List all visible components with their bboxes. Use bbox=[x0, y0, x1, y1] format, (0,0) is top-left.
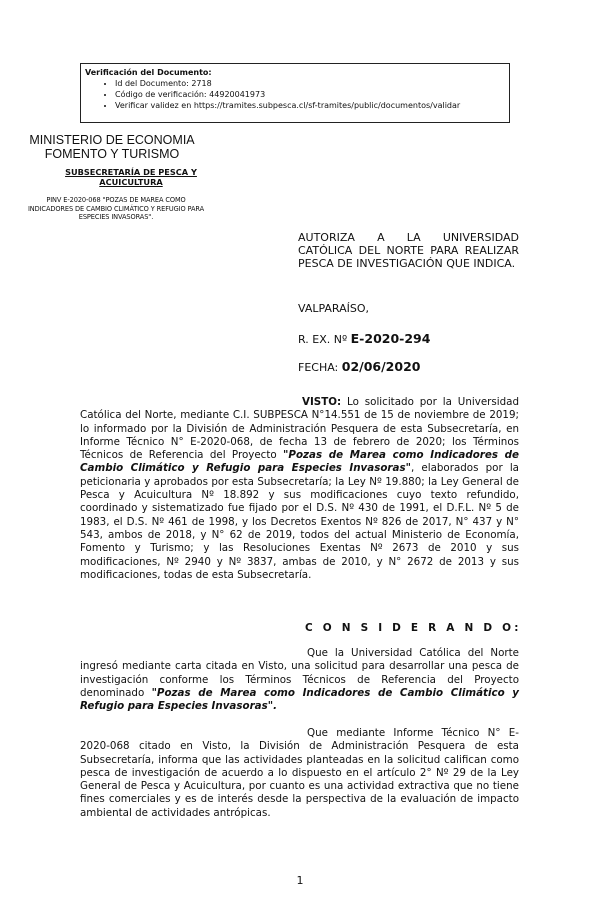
visto-text-b: , elaborados por la peticionaria y aprobados por esta Subsecretaría; la Ley Nº 19.880; la Ley General de Pesca y Acuicultura Nº 18.892 y sus modificaciones cuyo texto refundido, coordinado y sistematizado fue fijado por el D.S. Nº 430 de 1991, el D.F.L. Nº 5 de 1983, el D.S. Nº 461 de 1998, y los Decretos Exentos Nº 826 de 2017, N° 437 y N° 543, ambos de 2018, y N° 62 de 2019, todos del actual Ministerio de Economía, Fomento y Turismo; y las Resoluciones Exentas Nº 2673 de 2010 y sus modificaciones, Nº 2940 y Nº 3837, ambas de 2010, y N° 2672 de 2013 y sus modificaciones, todas de esta Subsecretaría. bbox=[80, 462, 519, 581]
pinv-reference: PINV E-2020-068 "POZAS DE MAREA COMO INDICADORES DE CAMBIO CLIMÁTICO Y REFUGIO PARA ESPECIES INVASORAS". bbox=[27, 196, 205, 221]
rex-label: R. EX. Nº bbox=[298, 333, 351, 346]
visto-text-a: Lo solicitado por la Universidad Católica del Norte, mediante C.I. SUBPESCA N°14.551 de 15 de noviembre de 2019; lo informado por la División de Administración Pesquera de esta Subsecretaría, en Informe Técnico N° E-2020-068, de fecha 13 de febrero de 2020; los Términos Técnicos de Referencia del Proyecto bbox=[80, 396, 519, 462]
ministry-name bbox=[22, 133, 202, 161]
considerando-paragraph-1 bbox=[80, 647, 519, 713]
verification-url[interactable]: • Verificar validez en https://tramites.subpesca.cl/sf-tramites/public/documentos/validar bbox=[115, 100, 509, 111]
fecha-value: 02/06/2020 bbox=[341, 359, 421, 374]
fecha-label: FECHA: bbox=[298, 361, 342, 374]
ministry-line-1: MINISTERIO DE ECONOMIA bbox=[29, 133, 195, 147]
verification-code: • Código de verificación: 44920041973 bbox=[115, 89, 509, 100]
rex-number: E-2020-294 bbox=[350, 331, 431, 346]
visto-project-title: "Pozas de Marea como Indicadores de Cambio Climático y Refugio para Especies Invasoras" bbox=[80, 449, 520, 475]
ministry-line-2: FOMENTO Y TURISMO bbox=[44, 147, 180, 161]
resolution-date bbox=[298, 360, 420, 375]
p1-text: Que la Universidad Católica del Norte ingresó mediante carta citada en Visto, una solicitud para desarrollar una pesca de investigación conforme los Términos Técnicos de Referencia del Proyecto denominado bbox=[80, 647, 519, 699]
resolution-place: VALPARAÍSO, bbox=[298, 302, 370, 315]
verification-box bbox=[80, 63, 510, 123]
visto-label: VISTO: bbox=[302, 396, 342, 408]
p1-project-title: "Pozas de Marea como Indicadores de Cambio Climático y Refugio para Especies Invasoras". bbox=[80, 686, 519, 713]
p2-text: Que mediante Informe Técnico N° E-2020-068 citado en Visto, la División de Administración Pesquera de esta Subsecretaría, informa que las actividades planteadas en la solicitud califican como pesca de investigación de acuerdo a lo dispuesto en el artículo 2° Nº 29 de la Ley General de Pesca y Acuicultura, por cuanto es una actividad extractiva que no tiene fines comerciales y es de interés desde la perspectiva de la evaluación de impacto ambiental de actividades antrópicas. bbox=[80, 727, 519, 819]
considerando-heading: C O N S I D E R A N D O: bbox=[305, 622, 522, 634]
resolution-number bbox=[298, 332, 430, 347]
considerando-paragraph-2 bbox=[80, 727, 519, 820]
subsecretaria-name: SUBSECRETARÍA DE PESCA Y ACUICULTURA bbox=[65, 167, 197, 187]
verification-doc-id: • Id del Documento: 2718 bbox=[115, 78, 509, 89]
page-number: 1 bbox=[296, 874, 304, 887]
visto-paragraph bbox=[80, 396, 519, 582]
resolution-subject: AUTORIZA A LA UNIVERSIDAD CATÓLICA DEL NORTE PARA REALIZAR PESCA DE INVESTIGACIÓN QUE INDICA. bbox=[298, 231, 519, 270]
verification-title: Verificación del Documento: bbox=[85, 68, 212, 77]
verification-list bbox=[85, 78, 509, 111]
